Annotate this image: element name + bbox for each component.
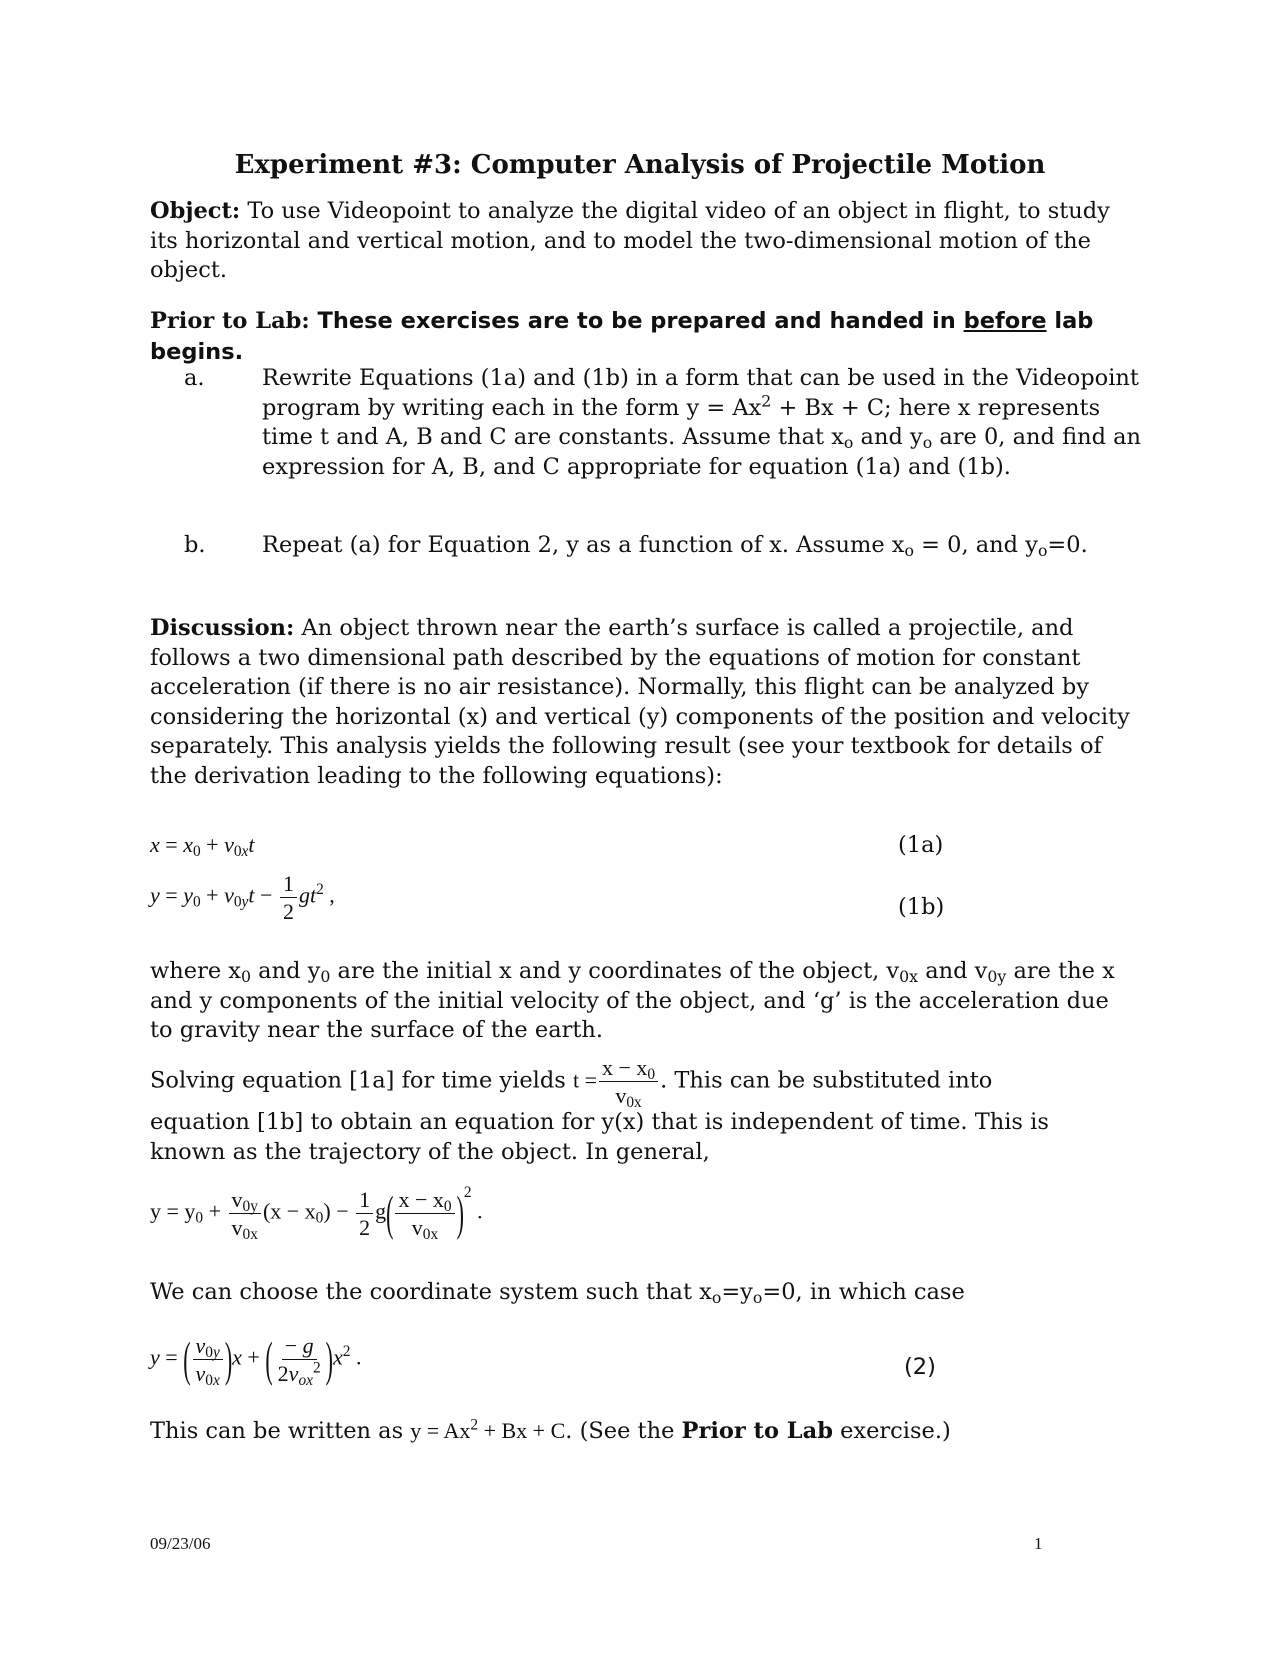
prior-heading-part1: These exercises are to be prepared and handed in (309, 308, 964, 334)
item-a-text-part4: are 0, and find an expression for A, B, and C appropriate for equation (1a) and (1b). (262, 424, 1142, 480)
equation-1b: $y = y_0 + v_{0y}t$ − $\frac{1}{2}$ $gt^2$ , (150, 871, 335, 925)
item-a-sub2: o (922, 432, 933, 452)
item-b-sub1: o (904, 540, 914, 560)
prior-heading (150, 306, 1130, 367)
object-text: To use Videopoint to analyze the digital video of an object in flight, to study its horizontal and vertical motion, and to model the two-dimensional motion of the object. (150, 198, 1110, 283)
written-after: exercise.) (832, 1418, 951, 1444)
written-middle: . (See the (565, 1418, 682, 1444)
equation-1b-number: (1b) (898, 894, 945, 920)
item-b-label: b. (184, 532, 206, 558)
choose-paragraph: We can choose the coordinate system such that $x_o=y_o=0$, in which case (150, 1279, 965, 1307)
item-b-text-part3: =0. (1047, 532, 1088, 558)
object-label: Object: (150, 198, 241, 224)
time-fraction: $\frac{x - x_0}{v_{0x}}$ (599, 1056, 658, 1107)
prior-heading-part2: lab begins. (150, 308, 1094, 365)
written-before: This can be written as (150, 1418, 411, 1444)
item-b-text (262, 531, 1142, 561)
solving-after: . This can be substituted into (660, 1067, 993, 1094)
discussion-label: Discussion: (150, 615, 295, 641)
item-a-text-part2: + Bx + C; here x represents time t and A, B and C are constants. Assume that x (262, 394, 1101, 450)
where-paragraph: where $x_0$ and $y_0$ are the initial x and y coordinates of the object, $v_{0x}$ and $v_{0y}$ are the x and y components of the initial velocity of the object, and ‘g’ is the acceleration due to gravity near the surface of the earth. (150, 958, 1115, 1043)
equation-2: y = ( $\frac{v_{0y}}{v_{0x}}$ )x + ( $\frac{- g}{2v_{ox}^2}$ )$x^2$ . (150, 1330, 362, 1389)
equation-1a: $x = x_0 + v_{0x}t$ (150, 832, 255, 860)
quadratic-form: $y = Ax^2 + Bx + C$ (410, 1416, 566, 1443)
prior-heading-underlined: before (963, 308, 1047, 334)
item-a-text-part3: and y (853, 424, 923, 450)
equation-trajectory-general: $y = y_0$ + $\frac{v_{0y}}{v_{0x}}$ $(x - x_0)$ − $\frac{1}{2}$ g( $\frac{x - x_0}{v_{0x}}$ )$^2$ . (150, 1184, 483, 1243)
object-paragraph (150, 197, 1130, 286)
footer-date: 09/23/06 (150, 1534, 211, 1553)
equation-2-number: (2) (904, 1354, 936, 1380)
page-title: Experiment #3: Computer Analysis of Projectile Motion (234, 150, 1046, 180)
footer-page-number: 1 (1034, 1534, 1043, 1553)
item-a-sup: 2 (761, 390, 772, 410)
trajectory-paragraph: equation [1b] to obtain an equation for y(x) that is independent of time. This is known as the trajectory of the object. In general, (150, 1109, 1049, 1165)
written-line (150, 1416, 951, 1447)
item-a-text (262, 364, 1142, 482)
equation-1a-number: (1a) (898, 832, 944, 858)
item-a-text-part1: Rewrite Equations (1a) and (1b) in a form that can be used in the Videopoint program by writing each in the form y = Ax (262, 365, 1139, 421)
item-b-sub2: o (1037, 540, 1048, 560)
item-a-sub1: o (843, 432, 854, 452)
item-b-text-part1: Repeat (a) for Equation 2, y as a function of x. Assume x (262, 532, 905, 558)
item-b-text-part2: = 0, and y (913, 532, 1038, 558)
solving-before: Solving equation [1a] for time yields (150, 1067, 573, 1094)
discussion-text: An object thrown near the earth’s surface is called a projectile, and follows a two dimensional path described by the equations of motion for constant acceleration (if there is no air resistance). Normally, this flight can be analyzed by considering the horizontal (x) and vertical (y) components of the position and velocity separately. This analysis yields the following result (see your textbook for details of the derivation leading to the following equations): (150, 615, 1130, 789)
item-a-label: a. (184, 365, 205, 391)
written-bold: Prior to Lab (681, 1418, 833, 1444)
solving-line: Solving equation [1a] for time yields t = $\frac{x - x_0}{v_{0x}}$ . This can be substituted into (150, 1055, 993, 1111)
prior-heading-label: Prior to Lab: (150, 308, 310, 334)
discussion-paragraph (150, 614, 1130, 791)
